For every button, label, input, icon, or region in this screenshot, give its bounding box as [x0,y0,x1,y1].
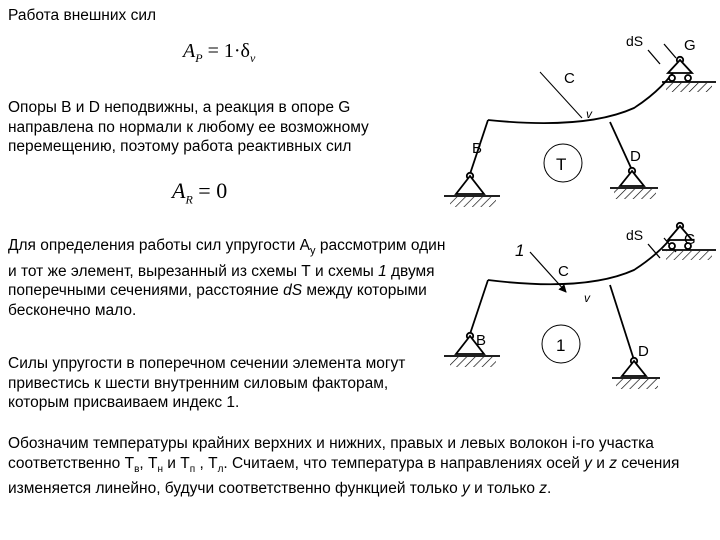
formula-ar-rhs: = 0 [198,178,228,203]
para2-sub: y [310,245,316,258]
scheme-t-labels [472,33,696,174]
para4-i2: z [609,454,617,472]
scheme-t-arch [488,62,680,123]
page-title: Работа внешних сил [8,7,157,24]
scheme-t-right-leg [610,122,632,170]
para4-t9: . [547,480,552,498]
scheme-t-label-scheme: T [556,155,567,174]
scheme-t-label-ds: dS [626,33,644,49]
para4-t5: . Считаем, что температура в направлениях осей [223,454,585,472]
scheme-t-section-line [540,72,582,118]
para2-italic2: dS [283,282,303,300]
para4-t4: , T [195,454,218,472]
para4-i3: y [462,480,470,498]
scheme-1-label-b: B [476,332,487,349]
paragraph-internal-factors: Силы упругости в поперечном сечении элемента могут привестись к шести внутренним силовым факторам, которым присваиваем индекс 1. [8,355,406,412]
scheme-t-label-b: B [472,140,483,157]
scheme-1-right-leg [610,285,634,360]
formula-ap-rhs-sub: v [249,51,256,65]
para2-text-end: между которыми бесконечно мало. [8,282,427,319]
para4-i4: z [539,480,547,498]
para2-text-mid1: рассмотрим один и тот же элемент, вырезанный из схемы Т и схемы [8,237,446,280]
para4-s1: в [134,463,140,475]
scheme-t-support-b [456,176,484,194]
para4-s4: л [217,463,224,475]
scheme-1-label-d: D [638,343,649,360]
para2-text-before: Для определения работы сил упругости A [8,237,311,254]
formula-ap-rhs: = 1·δ [207,40,250,62]
scheme-1-diagram [444,223,716,389]
para4-t3: и T [163,454,190,472]
scheme-1-label-ds: dS [626,227,644,243]
scheme-t-label-c: C [564,70,575,87]
para2-text-mid2: двумя поперечными сечениями, расстояние [8,262,435,300]
para4-s2: н [157,463,163,475]
formula-ap-lhs: A [183,40,196,62]
para4-i1: y [584,454,592,472]
para4-s3: п [189,463,196,475]
formula-ar-lhs: A [172,178,186,203]
para4-t7: сечения изменяется линейно, будучи соответственно функцией только [8,454,680,498]
scheme-t-ds-mark-2 [664,44,676,58]
formula-ar-sub: R [185,192,193,207]
para2-italic1: 1 [378,262,387,280]
para4-t2: , T [139,454,158,472]
scheme-t-label-d: D [630,148,641,165]
para4-t1: Обозначим температуры крайних верхних и нижних, правых и левых волокон i-го участка соответственно T [8,435,654,472]
scheme-1-label-g: G [684,231,696,248]
scheme-t-support-g [668,60,692,73]
formula-ap-sub: P [195,51,203,65]
scheme-1-label-v: v [584,291,590,305]
scheme-1-label-load: 1 [515,241,525,260]
para4-t8: и только [469,480,540,498]
para4-t6: и [591,454,610,472]
scheme-t-diagram [444,44,716,207]
scheme-t-label-v: v [586,107,592,121]
scheme-1-label-c: C [558,263,569,280]
scheme-1-support-d [622,361,646,376]
scheme-t-support-d [620,171,644,186]
paragraph-supports: Опоры B и D неподвижны, а реакция в опоре G направлена по нормали к любому ее возможному перемещению, поэтому работа реактивных сил [8,99,369,156]
scheme-t-ds-mark-1 [648,50,660,64]
scheme-t-label-g: G [684,37,696,54]
scheme-1-left-column [470,280,488,334]
scheme-1-label-scheme: 1 [556,336,566,355]
